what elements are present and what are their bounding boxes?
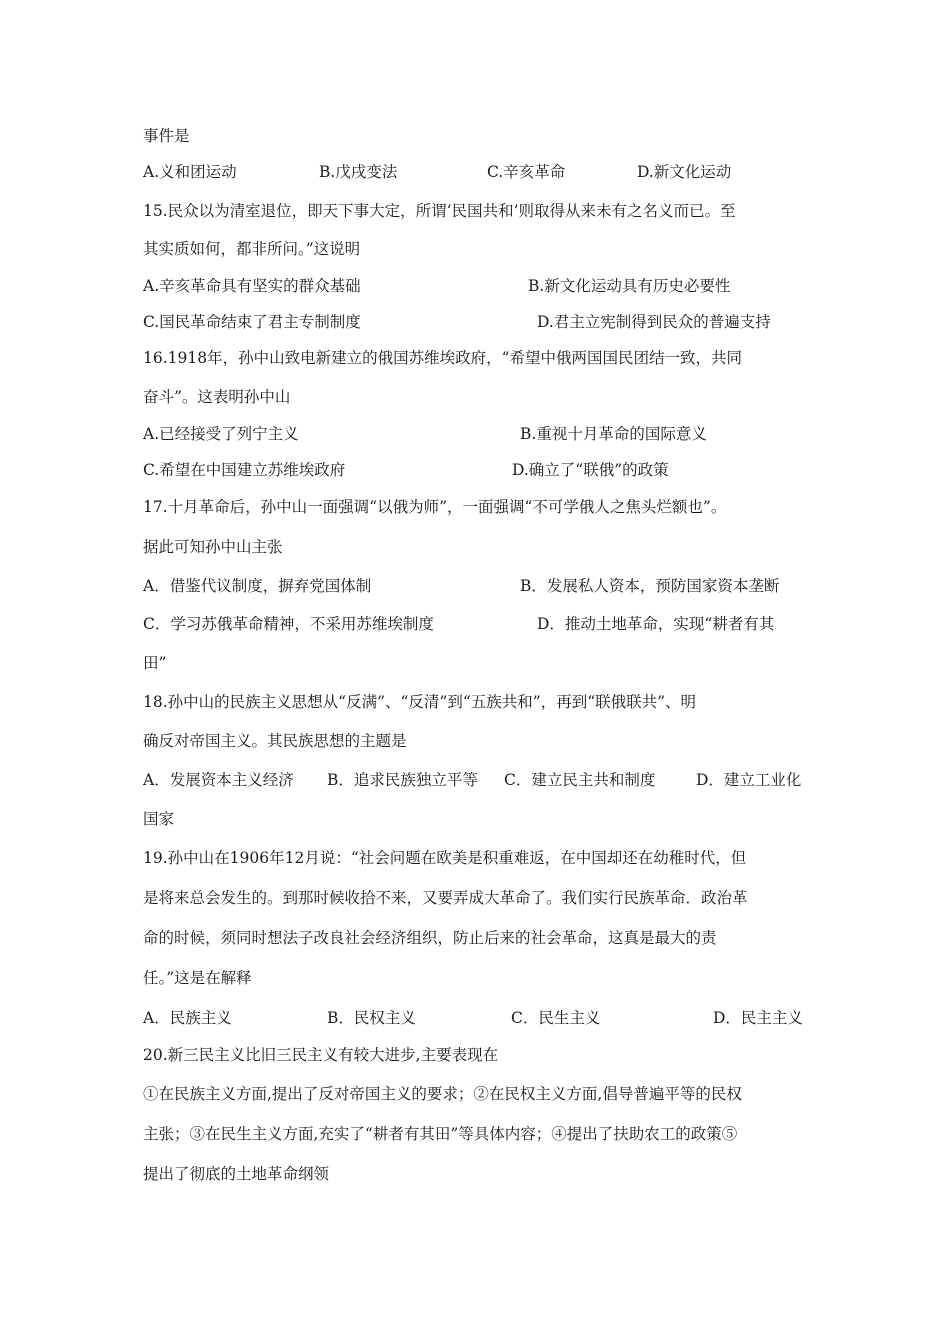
q20-items-line-2: 主张；③在民生主义方面,充实了“耕者有其田”等具体内容；④提出了扶助农工的政策⑤ (143, 1125, 738, 1143)
q18-stem-line-1: 18.孙中山的民族主义思想从“反满”、“反清”到“五族共和”，再到“联俄联共”、明 (143, 693, 697, 711)
q16-option-a: A.已经接受了列宁主义 (143, 425, 299, 443)
q18-option-d: D．建立工业化 (696, 771, 802, 789)
q20-items-line-3: 提出了彻底的土地革命纲领 (143, 1165, 330, 1183)
q20-items-line-1: ①在民族主义方面,提出了反对帝国主义的要求；②在民权主义方面,倡导普遍平等的民权 (143, 1085, 742, 1103)
q19-stem-line-1: 19.孙中山在1906年12月说：“社会问题在欧美是积重难返，在中国却还在幼稚时代，但 (143, 849, 747, 867)
q17-stem-line-1: 17.十月革命后，孙中山一面强调“以俄为师”，一面强调“不可学俄人之焦头烂额也”。 (143, 498, 727, 516)
q14-option-b: B.戊戌变法 (319, 163, 398, 181)
q18-stem-line-2: 确反对帝国主义。其民族思想的主题是 (143, 732, 407, 750)
q18-option-a: A．发展资本主义经济 (143, 771, 294, 789)
q18-option-c: C．建立民主共和制度 (504, 771, 656, 789)
q16-option-b: B.重视十月革命的国际意义 (520, 425, 707, 443)
q18-option-b: B．追求民族独立平等 (327, 771, 478, 789)
q19-option-d: D．民主主义 (713, 1009, 803, 1027)
q19-stem-line-3: 命的时候，须同时想法子改良社会经济组织，防止后来的社会革命，这真是最大的责 (143, 929, 717, 947)
q19-stem-line-4: 任。”这是在解释 (143, 969, 252, 987)
q18-option-d-continuation: 国家 (143, 810, 175, 828)
q17-option-d: D．推动土地革命，实现“耕者有其 (537, 615, 775, 633)
q14-stem-continuation: 事件是 (143, 127, 190, 145)
q15-option-a: A.辛亥革命具有坚实的群众基础 (143, 277, 361, 295)
q19-option-a: A．民族主义 (143, 1009, 232, 1027)
q15-option-d: D.君主立宪制得到民众的普遍支持 (537, 313, 771, 331)
q15-options-row-2 (143, 312, 813, 332)
q18-options (143, 770, 813, 790)
q17-options-row-1 (143, 576, 813, 596)
q14-option-d: D.新文化运动 (637, 163, 732, 181)
q16-stem-line-2: 奋斗”。这表明孙中山 (143, 388, 291, 406)
q15-stem-line-1: 15.民众以为清室退位，即天下事大定，所谓‘民国共和’则取得从来未有之名义而已。至 (143, 202, 736, 220)
q19-option-c: C．民生主义 (511, 1009, 601, 1027)
q17-option-a: A．借鉴代议制度，摒弃党国体制 (143, 577, 372, 595)
q16-stem-line-1: 16.1918年，孙中山致电新建立的俄国苏维埃政府，“希望中俄两国国民团结一致，共同 (143, 349, 743, 367)
q17-option-b: B．发展私人资本，预防国家资本垄断 (520, 577, 780, 595)
q20-stem-line-1: 20.新三民主义比旧三民主义有较大进步,主要表现在 (143, 1046, 499, 1064)
q16-option-d: D.确立了“联俄”的政策 (512, 461, 669, 479)
q15-options-row-1 (143, 276, 813, 296)
q15-option-b: B.新文化运动具有历史必要性 (528, 277, 731, 295)
q19-stem-line-2: 是将来总会发生的。到那时候收拾不来，又要弄成大革命了。我们实行民族革命．政治革 (143, 889, 748, 907)
q17-options-row-2 (143, 614, 813, 634)
q14-option-c: C.辛亥革命 (487, 163, 566, 181)
q17-option-c: C．学习苏俄革命精神，不采用苏维埃制度 (143, 615, 434, 633)
q16-option-c: C.希望在中国建立苏维埃政府 (143, 461, 346, 479)
q19-options (143, 1008, 813, 1028)
q15-stem-line-2: 其实质如何，都非所问。”这说明 (143, 240, 361, 258)
q16-options-row-2 (143, 460, 813, 480)
q15-option-c: C.国民革命结束了君主专制制度 (143, 313, 361, 331)
q17-stem-line-2: 据此可知孙中山主张 (143, 538, 283, 556)
q16-options-row-1 (143, 424, 813, 444)
q14-options (143, 162, 813, 182)
q17-option-d-continuation: 田” (143, 654, 167, 672)
q19-option-b: B．民权主义 (327, 1009, 416, 1027)
q14-option-a: A.义和团运动 (143, 163, 237, 181)
